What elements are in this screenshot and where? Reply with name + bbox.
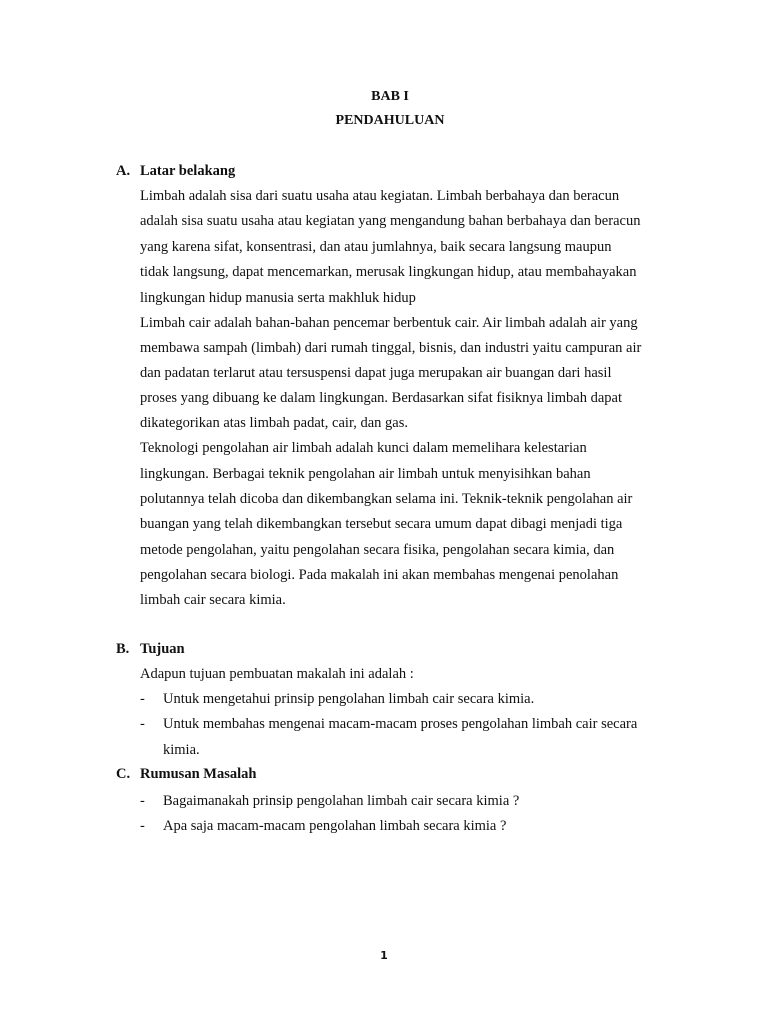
list-item	[140, 792, 519, 810]
paragraph-line: metode pengolahan, yaitu pengolahan secara fisika, pengolahan secara kimia, dan	[140, 542, 615, 558]
paragraph-line: tidak langsung, dapat mencemarkan, merusak lingkungan hidup, atau membahayakan	[140, 264, 637, 280]
section-c-title: Rumusan Masalah	[140, 766, 257, 782]
paragraph-line: dan padatan terlarut atau tersuspensi dapat juga merupakan air buangan dari hasil	[140, 365, 612, 381]
paragraph-line: buangan yang telah dikembangkan tersebut secara umum dapat dibagi menjadi tiga	[140, 516, 623, 532]
paragraph-line: dikategorikan atas limbah padat, cair, dan gas.	[140, 415, 408, 431]
paragraph-line: membawa sampah (limbah) dari rumah tinggal, bisnis, dan industri yaitu campuran air	[140, 340, 642, 356]
dash-marker: -	[140, 793, 145, 809]
list-item-text: Untuk mengetahui prinsip pengolahan limbah cair secara kimia.	[163, 691, 535, 707]
section-b-letter: B.	[116, 641, 130, 657]
section-b-title: Tujuan	[140, 641, 185, 657]
section-a-letter: A.	[116, 163, 131, 179]
list-item-text: Bagaimanakah prinsip pengolahan limbah cair secara kimia ?	[163, 793, 520, 809]
paragraph-line: adalah sisa suatu usaha atau kegiatan yang mengandung bahan berbahaya dan beracun	[140, 213, 641, 229]
paragraph-line: polutannya telah dicoba dan dikembangkan selama ini. Teknik-teknik pengolahan air	[140, 491, 633, 507]
page-number: 1	[380, 949, 388, 962]
paragraph-line: lingkungan hidup manusia serta makhluk hidup	[140, 290, 416, 306]
list-item-text: Untuk membahas mengenai macam-macam proses pengolahan limbah cair secara	[163, 716, 638, 732]
section-c-heading	[116, 766, 256, 783]
dash-marker: -	[140, 691, 145, 707]
list-item-text: Apa saja macam-macam pengolahan limbah secara kimia ?	[163, 818, 507, 834]
dash-marker: -	[140, 818, 145, 834]
section-a-heading	[116, 163, 235, 180]
paragraph-line: Limbah adalah sisa dari suatu usaha atau kegiatan. Limbah berbahaya dan beracun	[140, 188, 620, 204]
paragraph-line: pengolahan secara biologi. Pada makalah ini akan membahas mengenai penolahan	[140, 567, 619, 583]
list-item	[140, 817, 506, 835]
section-a-title: Latar belakang	[140, 163, 236, 179]
chapter-label: BAB I	[371, 89, 409, 104]
paragraph-line: lingkungan. Berbagai teknik pengolahan air limbah untuk menyisihkan bahan	[140, 466, 591, 482]
chapter-title: PENDAHULUAN	[335, 113, 445, 128]
list-item-continuation: kimia.	[163, 742, 200, 758]
paragraph-line: Teknologi pengolahan air limbah adalah kunci dalam memelihara kelestarian	[140, 440, 587, 456]
paragraph-line: limbah cair secara kimia.	[140, 592, 286, 608]
paragraph-line: yang karena sifat, konsentrasi, dan atau jumlahnya, baik secara langsung maupun	[140, 239, 612, 255]
dash-marker: -	[140, 716, 145, 732]
list-item	[140, 690, 534, 708]
section-c-letter: C.	[116, 766, 131, 782]
paragraph-line: Limbah cair adalah bahan-bahan pencemar berbentuk cair. Air limbah adalah air yang	[140, 315, 638, 331]
list-item	[140, 715, 637, 733]
paragraph-line: proses yang dibuang ke dalam lingkungan. Berdasarkan sifat fisiknya limbah dapat	[140, 390, 622, 406]
section-b-intro: Adapun tujuan pembuatan makalah ini adalah :	[140, 666, 414, 682]
section-b-heading	[116, 641, 185, 658]
